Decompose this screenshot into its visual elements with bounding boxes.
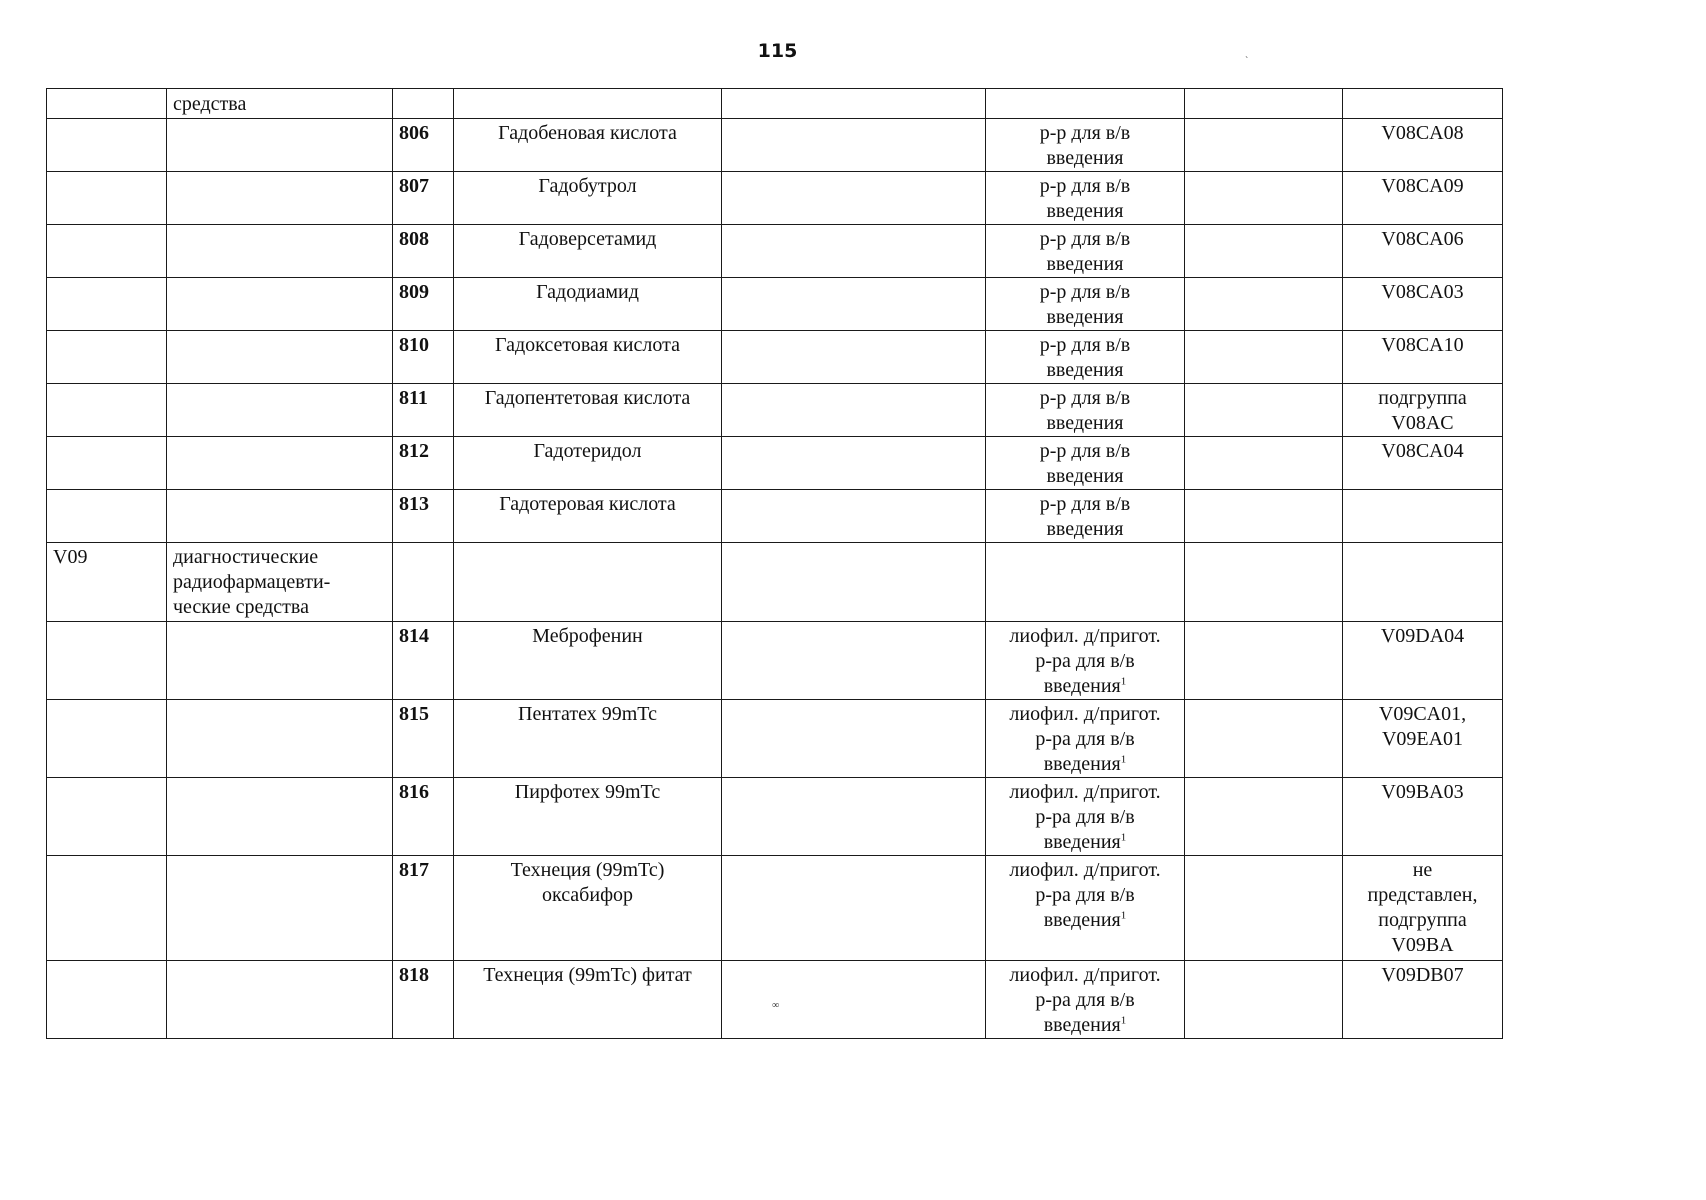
dosage-form-cell [986, 278, 1185, 331]
dosage-form-cell [986, 700, 1185, 778]
atc-group-code-cell [47, 622, 167, 700]
number-cell: 810 [393, 331, 454, 384]
atc-group-name-cell [167, 119, 393, 172]
cell-line: Гадоверсетамид [518, 228, 657, 250]
cell-line: Гадотеридол [533, 440, 642, 462]
cell-line: V08CA08 [1381, 122, 1464, 144]
cell-line: ческие средства [173, 596, 309, 618]
number-cell: 808 [393, 225, 454, 278]
cell-line: V08AC [1391, 412, 1454, 434]
number-cell: 816 [393, 778, 454, 856]
cell-line: р-ра для в/в [1035, 650, 1135, 672]
atc-code-cell [1343, 543, 1503, 622]
cell-line: V09CA01, [1378, 703, 1467, 725]
trade-name-cell [722, 384, 986, 437]
atc-group-name-cell [167, 331, 393, 384]
trade-name-cell [722, 119, 986, 172]
cell-line: лиофил. д/пригот. [1009, 781, 1161, 803]
cell-line: введения [1043, 831, 1121, 853]
trade-name-cell [722, 622, 986, 700]
scan-speck: ` [1245, 56, 1249, 67]
extra-cell [1185, 543, 1343, 622]
dosage-form-cell [986, 119, 1185, 172]
dosage-form-cell [986, 622, 1185, 700]
cell-line: Гадодиамид [536, 281, 639, 303]
trade-name-cell [722, 278, 986, 331]
atc-group-name-cell: средства [167, 89, 393, 119]
trade-name-cell [722, 89, 986, 119]
extra-cell [1185, 331, 1343, 384]
trade-name-cell [722, 331, 986, 384]
cell-line: V08CA10 [1381, 334, 1464, 356]
drug-name-cell [454, 622, 722, 700]
extra-cell [1185, 490, 1343, 543]
cell-line: р-ра для в/в [1035, 806, 1135, 828]
cell-line: р-р для в/в [1039, 387, 1131, 409]
atc-group-name-cell [167, 778, 393, 856]
footnote-marker: 1 [1120, 831, 1127, 844]
extra-cell [1185, 89, 1343, 119]
cell-line: р-р для в/в [1039, 281, 1131, 303]
footnote-marker: 1 [1120, 1014, 1127, 1027]
atc-group-code-cell [47, 278, 167, 331]
drug-name-cell [454, 278, 722, 331]
trade-name-cell [722, 700, 986, 778]
atc-group-code-cell [47, 778, 167, 856]
extra-cell [1185, 119, 1343, 172]
number-cell [393, 89, 454, 119]
extra-cell [1185, 622, 1343, 700]
atc-code-cell [1343, 172, 1503, 225]
cell-line: Пентатех 99mTc [518, 703, 657, 725]
cell-line: радиофармацевти- [173, 571, 331, 593]
number-cell: 813 [393, 490, 454, 543]
atc-group-code-cell [47, 856, 167, 961]
atc-group-name-cell [167, 172, 393, 225]
footnote-marker: 1 [1120, 675, 1127, 688]
cell-line: р-р для в/в [1039, 228, 1131, 250]
cell-line: введения [1046, 147, 1124, 169]
table-row [47, 119, 1503, 172]
cell-line: оксабифор [541, 884, 634, 906]
cell-line: Технеция (99mTc) [510, 859, 665, 881]
number-cell: 806 [393, 119, 454, 172]
cell-line: введения [1046, 200, 1124, 222]
cell-line: р-р для в/в [1039, 122, 1131, 144]
number-cell [393, 543, 454, 622]
trade-name-cell [722, 490, 986, 543]
cell-line: V09DA04 [1380, 625, 1465, 647]
cell-line: V08CA06 [1381, 228, 1464, 250]
cell-line: V09EA01 [1381, 728, 1464, 750]
number-cell: 817 [393, 856, 454, 961]
atc-code-cell [1343, 119, 1503, 172]
cell-line: Гадопентетовая кислота [484, 387, 691, 409]
table-row [47, 331, 1503, 384]
cell-line: р-ра для в/в [1035, 884, 1135, 906]
atc-group-name-cell [167, 225, 393, 278]
extra-cell [1185, 172, 1343, 225]
atc-code-cell [1343, 278, 1503, 331]
dosage-form-cell [986, 961, 1185, 1039]
extra-cell [1185, 225, 1343, 278]
table-row [47, 490, 1503, 543]
trade-name-cell [722, 172, 986, 225]
cell-line: р-р для в/в [1039, 334, 1131, 356]
trade-name-cell [722, 543, 986, 622]
table-row [47, 700, 1503, 778]
cell-line: подгруппа [1378, 909, 1467, 931]
cell-line: представлен, [1367, 884, 1478, 906]
cell-line: V09BA03 [1381, 781, 1464, 803]
cell-line: р-р для в/в [1039, 175, 1131, 197]
cell-line: диагностические [173, 546, 319, 568]
extra-cell [1185, 384, 1343, 437]
table-row [47, 856, 1503, 961]
atc-group-code-cell [47, 172, 167, 225]
extra-cell [1185, 700, 1343, 778]
dosage-form-cell [986, 490, 1185, 543]
table-row [47, 961, 1503, 1039]
trade-name-cell [722, 961, 986, 1039]
drug-list-table [46, 88, 1503, 1039]
table-row [47, 172, 1503, 225]
number-cell: 812 [393, 437, 454, 490]
atc-group-code-cell [47, 490, 167, 543]
drug-name-cell [454, 225, 722, 278]
footnote-marker: 1 [1120, 909, 1127, 922]
atc-group-code-cell [47, 119, 167, 172]
dosage-form-cell [986, 778, 1185, 856]
cell-line: введения [1046, 359, 1124, 381]
cell-line: введения [1046, 306, 1124, 328]
atc-code-cell [1343, 437, 1503, 490]
cell-line: V09DB07 [1381, 964, 1464, 986]
atc-code-cell [1343, 700, 1503, 778]
extra-cell [1185, 437, 1343, 490]
number-cell: 815 [393, 700, 454, 778]
continuation-row [47, 89, 1503, 119]
drug-name-cell [454, 331, 722, 384]
atc-group-name-cell [167, 622, 393, 700]
cell-line: введения [1046, 465, 1124, 487]
atc-group-code-cell [47, 961, 167, 1039]
cell-line: подгруппа [1378, 387, 1467, 409]
trade-name-cell [722, 437, 986, 490]
cell-line: V09BA [1391, 934, 1454, 956]
atc-group-code-cell [47, 384, 167, 437]
atc-group-name-cell [167, 543, 393, 622]
drug-name-cell [454, 856, 722, 961]
cell-line: Пирфотех 99mTc [514, 781, 661, 803]
cell-line: введения [1043, 753, 1121, 775]
cell-line: Гадоксетовая кислота [495, 334, 680, 356]
atc-group-code-cell [47, 700, 167, 778]
extra-cell [1185, 778, 1343, 856]
cell-line: Меброфенин [532, 625, 643, 647]
atc-group-name-cell [167, 856, 393, 961]
drug-name-cell [454, 700, 722, 778]
dosage-form-cell [986, 384, 1185, 437]
cell-line: не [1412, 859, 1433, 881]
drug-name-cell [454, 961, 722, 1039]
cell-line: Гадобеновая кислота [498, 122, 677, 144]
drug-name-cell [454, 172, 722, 225]
cell-line: введения [1046, 412, 1124, 434]
atc-group-code-cell [47, 225, 167, 278]
atc-code-cell [1343, 89, 1503, 119]
atc-code-cell [1343, 961, 1503, 1039]
number-cell: 809 [393, 278, 454, 331]
cell-line: Технеция (99mTc) фитат [483, 964, 692, 986]
atc-group-name-cell [167, 700, 393, 778]
drug-name-cell [454, 490, 722, 543]
table-row [47, 225, 1503, 278]
table-row [47, 778, 1503, 856]
cell-line: р-ра для в/в [1035, 989, 1135, 1011]
cell-line: Гадотеровая кислота [499, 493, 676, 515]
drug-name-cell [454, 778, 722, 856]
cell-line: р-р для в/в [1039, 493, 1131, 515]
cell-line: введения [1043, 909, 1121, 931]
table-row [47, 437, 1503, 490]
atc-code-cell [1343, 856, 1503, 961]
number-cell: 807 [393, 172, 454, 225]
drug-name-cell [454, 543, 722, 622]
dosage-form-cell [986, 331, 1185, 384]
table-row [47, 384, 1503, 437]
dosage-form-cell [986, 543, 1185, 622]
atc-group-name-cell [167, 437, 393, 490]
extra-cell [1185, 856, 1343, 961]
atc-group-name-cell [167, 961, 393, 1039]
trade-name-cell [722, 778, 986, 856]
atc-code-cell [1343, 384, 1503, 437]
cell-line: р-р для в/в [1039, 440, 1131, 462]
atc-group-name-cell [167, 278, 393, 331]
atc-code-cell [1343, 331, 1503, 384]
page-number: 115 [757, 40, 798, 62]
atc-code-cell [1343, 225, 1503, 278]
number-cell: 814 [393, 622, 454, 700]
trade-name-cell [722, 225, 986, 278]
cell-line: лиофил. д/пригот. [1009, 859, 1161, 881]
cell-line: введения [1043, 1014, 1121, 1036]
cell-line: р-ра для в/в [1035, 728, 1135, 750]
cell-line: введения [1046, 518, 1124, 540]
cell-line: введения [1043, 675, 1121, 697]
cell-line: V08CA09 [1381, 175, 1464, 197]
cell-line: введения [1046, 253, 1124, 275]
atc-group-code-cell [47, 89, 167, 119]
table-row [47, 278, 1503, 331]
atc-group-code-cell [47, 437, 167, 490]
atc-code-cell [1343, 622, 1503, 700]
atc-code-cell [1343, 490, 1503, 543]
cell-line: лиофил. д/пригот. [1009, 964, 1161, 986]
atc-group-name-cell [167, 384, 393, 437]
dosage-form-cell [986, 437, 1185, 490]
number-cell: 811 [393, 384, 454, 437]
cell-line: V08CA03 [1381, 281, 1464, 303]
dosage-form-cell [986, 856, 1185, 961]
dosage-form-cell [986, 225, 1185, 278]
table-row [47, 622, 1503, 700]
number-cell: 818 [393, 961, 454, 1039]
extra-cell [1185, 961, 1343, 1039]
atc-group-code-cell: V09 [47, 543, 167, 622]
trade-name-cell [722, 856, 986, 961]
cell-line: Гадобутрол [538, 175, 637, 197]
drug-name-cell [454, 119, 722, 172]
scan-speck: ∞ [772, 1000, 780, 1011]
atc-group-row [47, 543, 1503, 622]
drug-name-cell [454, 437, 722, 490]
dosage-form-cell [986, 172, 1185, 225]
cell-line: V08CA04 [1381, 440, 1464, 462]
cell-line: лиофил. д/пригот. [1009, 625, 1161, 647]
extra-cell [1185, 278, 1343, 331]
footnote-marker: 1 [1120, 753, 1127, 766]
atc-group-code-cell [47, 331, 167, 384]
cell-line: лиофил. д/пригот. [1009, 703, 1161, 725]
drug-name-cell [454, 89, 722, 119]
dosage-form-cell [986, 89, 1185, 119]
atc-code-cell [1343, 778, 1503, 856]
atc-group-name-cell [167, 490, 393, 543]
drug-name-cell [454, 384, 722, 437]
